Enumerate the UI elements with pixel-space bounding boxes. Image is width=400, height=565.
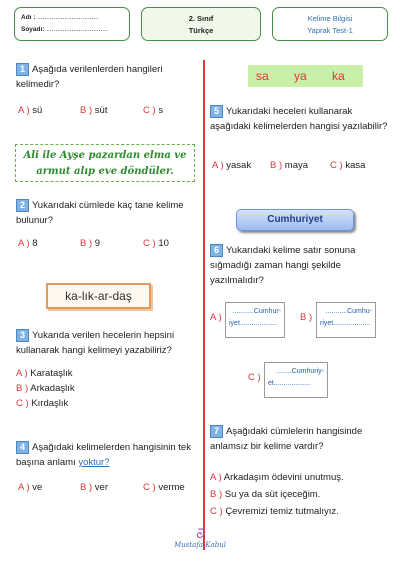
question-6 [210, 243, 392, 288]
question-1 [16, 62, 198, 92]
question-4 [16, 440, 200, 470]
question-7 [210, 424, 392, 454]
q6-option-a-label[interactable]: A ) [210, 312, 222, 323]
q5-option-b[interactable]: B ) maya [270, 160, 309, 171]
q6-option-c-box[interactable]: ........Cumhuriy- et................... [264, 362, 328, 398]
name-field[interactable]: .................................. [37, 14, 99, 21]
q4-option-b[interactable]: B ) ver [80, 482, 108, 493]
q3-option-a[interactable]: A ) Karataşlık [16, 368, 73, 379]
question-2-text: Yukarıdaki cümlede kaç tane kelime bulunur? [16, 200, 184, 226]
name-row: Adı : .................................. [21, 14, 99, 21]
q6-option-a-box[interactable]: ...........Cumhur- iyet................... [225, 302, 285, 338]
question-4-options [18, 481, 198, 495]
grade-label: 2. Sınıf [188, 14, 214, 23]
q6-option-b-box[interactable]: ...........Cumhu- riyet................... [316, 302, 376, 338]
question-7-text: Aşağıdaki cümlelerin hangisinde anlamsız bir kelime vardır? [210, 426, 363, 452]
q7-option-b[interactable]: B ) Su ya da süt içeceğim. [210, 489, 321, 500]
question-3-text: Yukarıda verilen hecelerin hepsini kullanarak hangi kelimeyi yazabiliriz? [16, 330, 175, 356]
q5-option-c[interactable]: C ) kasa [330, 160, 366, 171]
q7-option-c[interactable]: C ) Çevremizi temiz tutmalıyız. [210, 506, 339, 517]
question-7-options [210, 469, 395, 520]
student-info-box [14, 7, 130, 41]
question-number-5: 5 [210, 105, 223, 118]
question-1-options [18, 104, 198, 118]
question-3 [16, 328, 200, 358]
q5-option-a[interactable]: A ) yasak [212, 160, 252, 171]
question-5 [210, 104, 392, 134]
question-number-4: 4 [16, 441, 29, 454]
syllable-chip-2: ya [294, 69, 307, 83]
question-5-text: Yukarıdaki heceleri kullanarak aşağıdaki kelimelerden hangisi yazılabilir? [210, 106, 388, 132]
word-cumhuriyet-button: Cumhuriyet [236, 209, 354, 231]
surname-row: Soyadı: .................................. [21, 26, 108, 33]
syllables-box: ka-lık-ar-daş [46, 283, 151, 309]
question-4-text: Aşağıdaki kelimelerden hangisinin tek başına anlamı [16, 442, 191, 468]
test-title-box [272, 7, 388, 41]
q3-option-b[interactable]: B ) Arkadaşlık [16, 383, 75, 394]
question-3-options [16, 366, 196, 411]
grade-box [141, 7, 261, 41]
q2-option-c[interactable]: C ) 10 [143, 238, 169, 249]
question-number-7: 7 [210, 425, 223, 438]
test-title: Kelime Bilgisi [307, 14, 353, 23]
test-subtitle: Yaprak Test-1 [307, 26, 353, 35]
q4-option-c[interactable]: C ) verme [143, 482, 185, 493]
subject-label: Türkçe [188, 26, 214, 35]
q4-option-a[interactable]: A ) ve [18, 482, 43, 493]
q7-option-a[interactable]: A ) Arkadaşım ödevini unutmuş. [210, 472, 344, 483]
question-number-2: 2 [16, 199, 29, 212]
question-1-text: Aşağıda verilenlerden hangileri kelimedir? [16, 64, 163, 90]
question-6-text: Yukarıdaki kelime satır sonuna sığmadığı zaman hangi şekilde yazılmalıdır? [210, 245, 356, 286]
question-number-6: 6 [210, 244, 223, 257]
syllable-chip-3: ka [332, 69, 345, 83]
signature-flourish-icon: ᘐ [195, 527, 205, 542]
q1-option-c[interactable]: C ) s [143, 105, 164, 116]
q6-option-b-label[interactable]: B ) [300, 312, 313, 323]
column-divider [203, 60, 205, 550]
q3-option-c[interactable]: C ) Kırdaşlık [16, 398, 69, 409]
author-signature: ᘐ Mustafa Kabul [165, 528, 235, 549]
sentence-box: Ali ile Ayşe pazardan elma ve armut alıp eve döndüler. [15, 144, 195, 182]
question-2-options [18, 237, 198, 251]
q2-option-a[interactable]: A ) 8 [18, 238, 38, 249]
syllable-chips [248, 65, 363, 87]
syllable-chip-1: sa [256, 69, 269, 83]
q2-option-b[interactable]: B ) 9 [80, 238, 101, 249]
q6-option-c-label[interactable]: C ) [248, 372, 261, 383]
question-2 [16, 198, 200, 228]
question-number-1: 1 [16, 63, 29, 76]
question-4-highlight: yoktur? [78, 457, 110, 468]
q1-option-a[interactable]: A ) sü [18, 105, 43, 116]
q1-option-b[interactable]: B ) süt [80, 105, 108, 116]
question-number-3: 3 [16, 329, 29, 342]
question-5-options [212, 159, 392, 173]
surname-field[interactable]: .................................. [46, 26, 108, 33]
